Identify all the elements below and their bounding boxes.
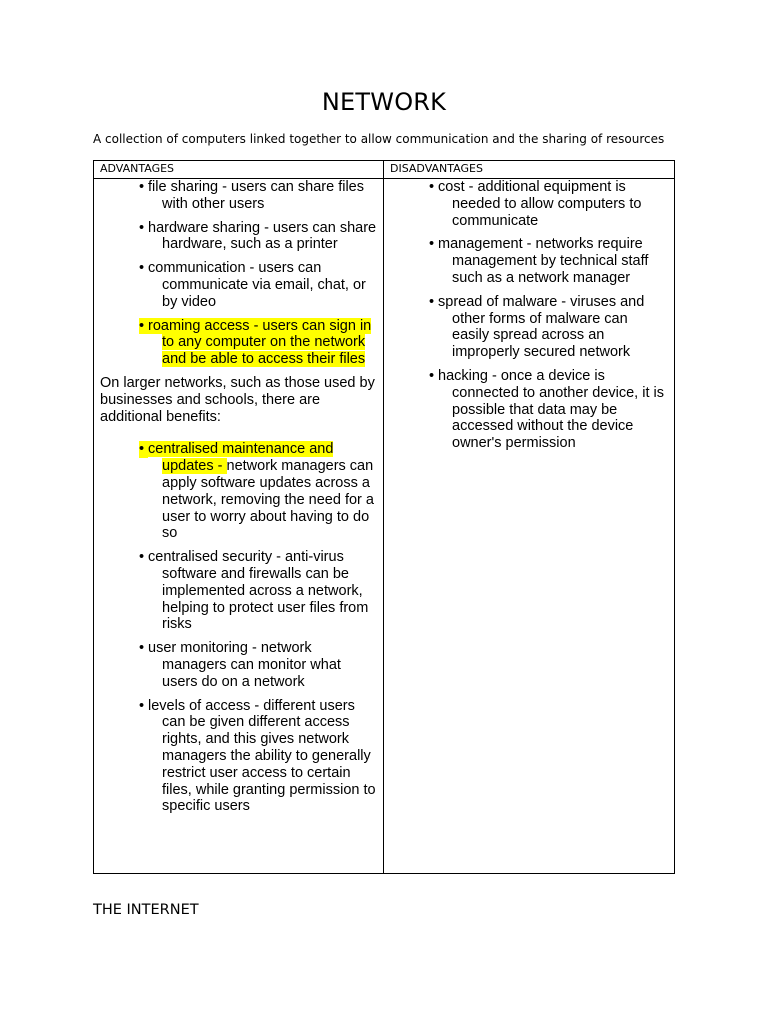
page-title: NETWORK — [321, 88, 447, 116]
bullet-icon: • — [429, 367, 435, 384]
bullet-icon: • — [429, 179, 435, 195]
network-definition: A collection of computers linked together to allow communication and the sharing of resources — [93, 132, 665, 146]
list-item-text: cost - additional equipment is needed to allow computers to communicate — [438, 179, 642, 229]
list-item-text: levels of access - different users can be given different access rights, and this gives network managers the ability to generally restrict user access to certain files, while granting permission to specific users — [148, 697, 376, 815]
list-item-text: centralised security - anti-virus software and firewalls can be implemented across a network, helping to protect user files from risks — [148, 549, 369, 633]
bullet-icon: • — [139, 640, 145, 657]
list-item-text: communication - users can communicate via email, chat, or by video — [148, 260, 366, 310]
additional-benefits-list — [100, 441, 377, 815]
list-item — [100, 441, 377, 542]
advantages-cell — [94, 179, 384, 874]
list-item — [100, 698, 377, 816]
list-item-text: hacking - once a device is connected to another device, it is possible that data may be accessed without the device owner's permission — [438, 367, 664, 452]
list-item-text: spread of malware - viruses and other forms of malware can easily spread across an improperly secured network — [438, 293, 645, 361]
bullet-icon: • — [139, 179, 145, 195]
advantages-header: ADVANTAGES — [94, 161, 384, 179]
list-item — [100, 179, 377, 213]
list-item — [100, 220, 377, 254]
highlighted-text: roaming access - users can sign in to any computer on the network and be able to access their files — [148, 317, 372, 368]
bullet-icon: • — [139, 549, 145, 566]
list-item-text: file sharing - users can share files with other users — [148, 179, 364, 212]
bullet-icon: • — [139, 697, 145, 714]
bullet-icon: • — [139, 260, 145, 277]
list-item-text: management - networks require management by technical staff such as a network manager — [438, 236, 649, 286]
list-item — [100, 549, 377, 633]
pros-cons-table — [93, 160, 675, 874]
advantages-list — [100, 179, 377, 368]
bullet-icon: • — [429, 236, 435, 253]
bullet-icon: • — [429, 293, 435, 310]
list-item — [390, 179, 668, 229]
list-item — [100, 640, 377, 690]
disadvantages-header: DISADVANTAGES — [384, 161, 675, 179]
section-heading-internet: THE INTERNET — [93, 902, 199, 918]
bullet-icon: • — [139, 219, 145, 236]
disadvantages-list — [390, 179, 668, 452]
larger-networks-intro: On larger networks, such as those used by businesses and schools, there are additional benefits: — [100, 374, 375, 425]
list-item — [390, 368, 668, 452]
list-item-text: network managers can apply software updates across a network, removing the need for a user to worry about having to do so — [162, 458, 374, 542]
list-item — [390, 294, 668, 361]
list-item — [100, 260, 377, 310]
bullet-icon: • — [139, 318, 148, 335]
list-item — [390, 236, 668, 286]
highlighted-text: centralised maintenance and updates - — [148, 441, 334, 475]
bullet-icon: • — [139, 441, 148, 458]
list-item-text: user monitoring - network managers can monitor what users do on a network — [148, 640, 341, 690]
disadvantages-cell — [384, 179, 675, 874]
list-item — [100, 318, 377, 368]
list-item-text: hardware sharing - users can share hardware, such as a printer — [148, 219, 377, 253]
